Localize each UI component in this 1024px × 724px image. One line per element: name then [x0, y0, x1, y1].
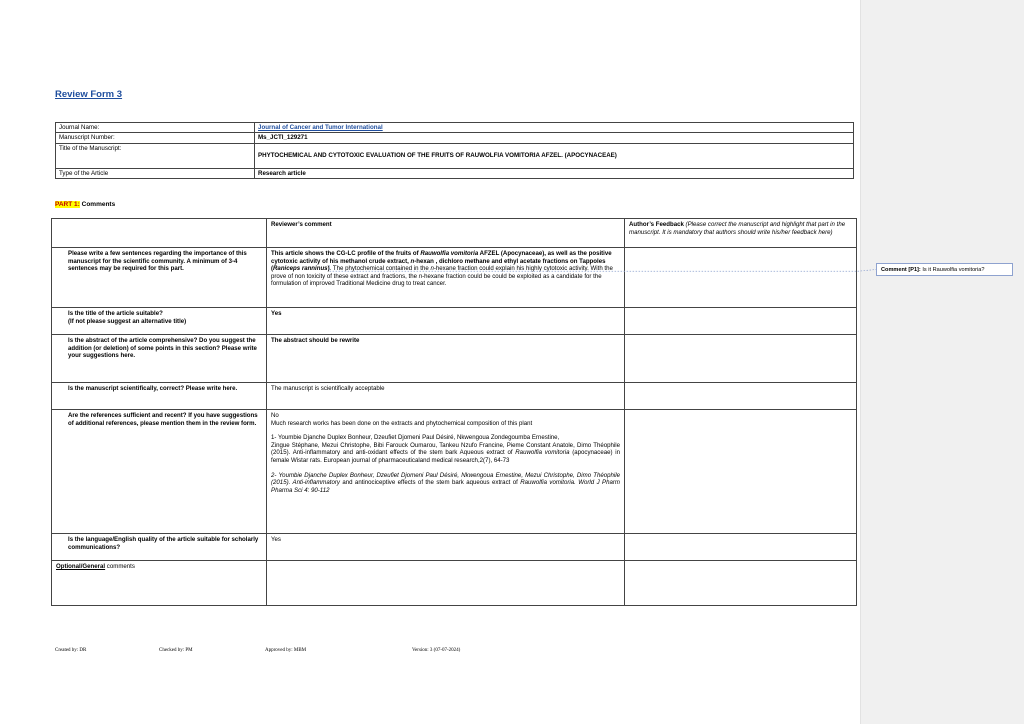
comment-balloon[interactable]: Comment [P1]: Is it Rauwolfia vomitoria? — [876, 263, 1013, 276]
footer-approved: Approved by: MBM — [265, 648, 307, 653]
references-comment: No Much research works has been done on the extracts and phytochemical composition of this plant 1- Youmbie Djanche Duplex Bonheur, Dzeufiet Djomeni Paul Désiré, Nkwengoua Zondegoumba Ernestine, Zingue Stéphane, Mezui Christophe, Bibi Farouck Oumarou, Tankeu Nzufo Francine, Pieme Constant Anatole, Dimo Théophile (2015). Anti-inflammatory and anti-oxidant effects of the stem bark Aqueous extract of Rauwolfia vomitoria (apocynaceae) in female Wistar rats. European journal of pharmaceuticaland medical research,2(7), 64-73 2- Youmbie Djanche Duplex Bonheur, Dzeufiet Djomeni Paul Désiré, Nkwengoua Ernestine, Mezui Christophe, Dimo Théophile (2015). Anti-inflammatory and antinociceptive effects of the stem bark aqueous extract of Rauwolfia vomitoria. World J Pharm Pharma Sci 4: 90-112 — [267, 410, 625, 534]
manuscript-number-label: Manuscript Number: — [56, 133, 255, 143]
journal-name-link[interactable]: Journal of Cancer and Tumor International — [258, 124, 383, 131]
language-comment: Yes — [267, 534, 625, 561]
importance-question: Please write a few sentences regarding the importance of this manuscript for the scientific community. A minimum of 3-4 sentences may be required for this part. — [52, 248, 267, 308]
title-comment: Yes — [267, 308, 625, 335]
abstract-comment: The abstract should be rewrite — [267, 335, 625, 383]
manuscript-number-value: Ms_JCTI_129271 — [255, 133, 854, 143]
footer-checked: Checked by: PM — [159, 648, 193, 653]
footer-created: Created by: DR — [55, 648, 87, 653]
manuscript-title-value: PHYTOCHEMICAL AND CYTOTOXIC EVALUATION OF THE FRUITS OF RAUWOLFIA VOMITORIA AFZEL. (APOCYNACEAE) — [255, 143, 854, 168]
journal-name-label: Journal Name: — [56, 123, 255, 133]
manuscript-title-label: Title of the Manuscript: — [56, 143, 255, 168]
author-feedback-header: Author’s Feedback (Please correct the manuscript and highlight that part in the manuscript. It is mandatory that authors should write his/her feedback here) — [625, 219, 857, 248]
article-type-label: Type of the Article — [56, 168, 255, 178]
scientific-question: Is the manuscript scientifically, correct? Please write here. — [52, 383, 267, 410]
optional-comments-label: Optional/General comments — [52, 561, 267, 606]
article-type-value: Research article — [255, 168, 854, 178]
title-question: Is the title of the article suitable? (If not please suggest an alternative title) — [52, 308, 267, 335]
importance-comment: This article shows the CG-LC profile of the fruits of Rauwolfia vomitoria AFZEL (Apocynaceae), as well as the positive cytotoxic activity of his methanol crude extract, n-hexan , dichloro methane and ethyl acetate fractions on Tappoles (Raniceps ranninus). The phytochemical contained in the n-hexane fraction could explain his highly cytotoxic activity. With the prove of non toxicity of these extract and fractions, the n-hexane fraction could be could be exploited as a candidate for the formulation of improved Traditional Medicine drug to treat cancer. — [267, 248, 625, 308]
part-label: PART 1: — [55, 201, 80, 208]
references-question: Are the references sufficient and recent? If you have suggestions of additional references, please mention them in the review form. — [52, 410, 267, 534]
footer-version: Version: 3 (07-07-2024) — [412, 648, 461, 653]
reference-1: 1- Youmbie Djanche Duplex Bonheur, Dzeufiet Djomeni Paul Désiré, Nkwengoua Zondegoumba Ernestine, Zingue Stéphane, Mezui Christophe, Bibi Farouck Oumarou, Tankeu Nzufo Francine, Pieme Constant Anatole, Dimo Théophile (2015). Anti-inflammatory and anti-oxidant effects of the stem bark Aqueous extract of Rauwolfia vomitoria (apocynaceae) in female Wistar rats. European journal of pharmaceuticaland medical research,2(7), 64-73 — [271, 434, 620, 465]
reviewer-comment-header: Reviewer’s comment — [267, 219, 625, 248]
abstract-question: Is the abstract of the article comprehensive? Do you suggest the addition (or deletion) of some points in this section? Please write your suggestions here. — [52, 335, 267, 383]
reference-2: 2- Youmbie Djanche Duplex Bonheur, Dzeufiet Djomeni Paul Désiré, Nkwengoua Ernestine, Mezui Christophe, Dimo Théophile (2015). Anti-inflammatory and antinociceptive effects of the stem bark aqueous extract of Rauwolfia vomitoria. World J Pharm Pharma Sci 4: 90-112 — [271, 471, 621, 494]
form-title: Review Form 3 — [55, 89, 123, 100]
part-title: Comments — [79, 201, 116, 208]
language-question: Is the language/English quality of the article suitable for scholarly communications? — [52, 534, 267, 561]
scientific-comment: The manuscript is scientifically acceptable — [267, 383, 625, 410]
